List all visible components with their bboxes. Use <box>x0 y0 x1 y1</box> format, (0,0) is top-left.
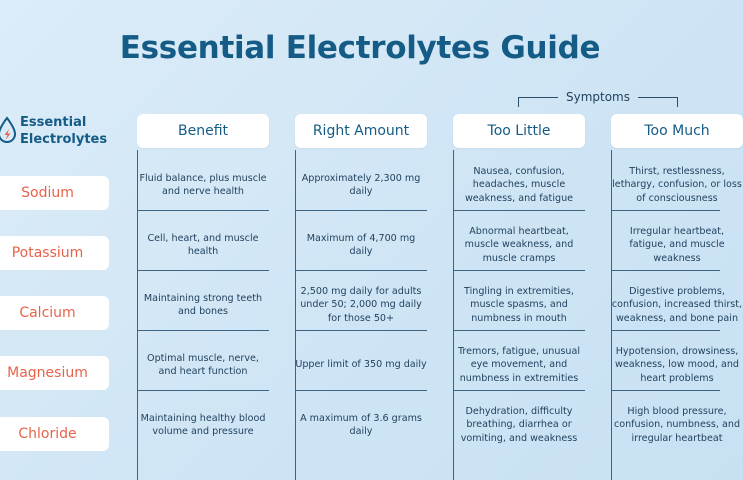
cell-too-little: Tremors, fatigue, unusual eye movement, and numbness in extremities <box>457 345 581 384</box>
row-label-sodium: Sodium <box>0 176 109 210</box>
row-divider <box>611 210 720 211</box>
row-divider <box>295 210 427 211</box>
row-label-magnesium: Magnesium <box>0 356 109 390</box>
row-divider <box>453 210 585 211</box>
row-divider <box>453 270 585 271</box>
cell-benefit: Maintaining strong teeth and bones <box>143 292 263 317</box>
header-too-little: Too Little <box>453 114 585 148</box>
cell-benefit: Optimal muscle, nerve, and heart function <box>147 352 259 377</box>
row-label-potassium: Potassium <box>0 236 109 270</box>
header-too-much: Too Much <box>611 114 743 148</box>
logo-text <box>20 114 107 148</box>
symptoms-label: Symptoms <box>565 90 630 104</box>
row-divider <box>611 390 720 391</box>
row-divider <box>295 390 427 391</box>
logo-line-2: Electrolytes <box>20 132 108 147</box>
logo <box>0 112 120 152</box>
row-divider <box>611 270 720 271</box>
cell-too-much: Thirst, restlessness, lethargy, confusion, or loss of consciousness <box>612 165 742 204</box>
row-divider <box>137 210 269 211</box>
row-label-chloride: Chloride <box>0 417 109 451</box>
row-divider <box>611 330 720 331</box>
logo-line-1: Essential <box>20 115 87 130</box>
row-divider <box>295 270 427 271</box>
cell-amount: 2,500 mg daily for adults under 50; 2,000 mg daily for those 50+ <box>300 285 422 324</box>
cell-too-little: Tingling in extremities, muscle spasms, and numbness in mouth <box>464 285 574 324</box>
cell-amount: Maximum of 4,700 mg daily <box>306 232 416 257</box>
water-drop-icon <box>0 116 18 144</box>
cell-too-much: Digestive problems, confusion, increased thirst, weakness, and bone pain <box>611 285 743 324</box>
cell-too-little: Dehydration, difficulty breathing, diarrhea or vomiting, and weakness <box>460 405 578 444</box>
row-divider <box>137 390 269 391</box>
cell-benefit: Maintaining healthy blood volume and pressure <box>140 412 266 437</box>
cell-amount: A maximum of 3.6 grams daily <box>300 412 422 437</box>
row-divider <box>137 330 269 331</box>
cell-too-much: Hypotension, drowsiness, weakness, low mood, and heart problems <box>614 345 740 384</box>
header-benefit: Benefit <box>137 114 269 148</box>
page-title: Essential Electrolytes Guide <box>119 30 601 66</box>
cell-too-much: Irregular heartbeat, fatigue, and muscle weakness <box>629 225 725 264</box>
cell-too-little: Abnormal heartbeat, muscle weakness, and muscle cramps <box>464 225 574 264</box>
row-divider <box>453 390 585 391</box>
row-label-calcium: Calcium <box>0 296 109 330</box>
cell-too-little: Nausea, confusion, headaches, muscle weakness, and fatigue <box>464 165 574 204</box>
header-right-amount: Right Amount <box>295 114 427 148</box>
cell-amount: Approximately 2,300 mg daily <box>301 172 421 197</box>
row-divider <box>295 330 427 331</box>
cell-amount: Upper limit of 350 mg daily <box>295 359 427 371</box>
row-divider <box>453 330 585 331</box>
cell-benefit: Fluid balance, plus muscle and nerve health <box>139 172 267 197</box>
row-divider <box>137 270 269 271</box>
cell-too-much: High blood pressure, confusion, numbness, and irregular heartbeat <box>613 405 741 444</box>
cell-benefit: Cell, heart, and muscle health <box>147 232 259 257</box>
